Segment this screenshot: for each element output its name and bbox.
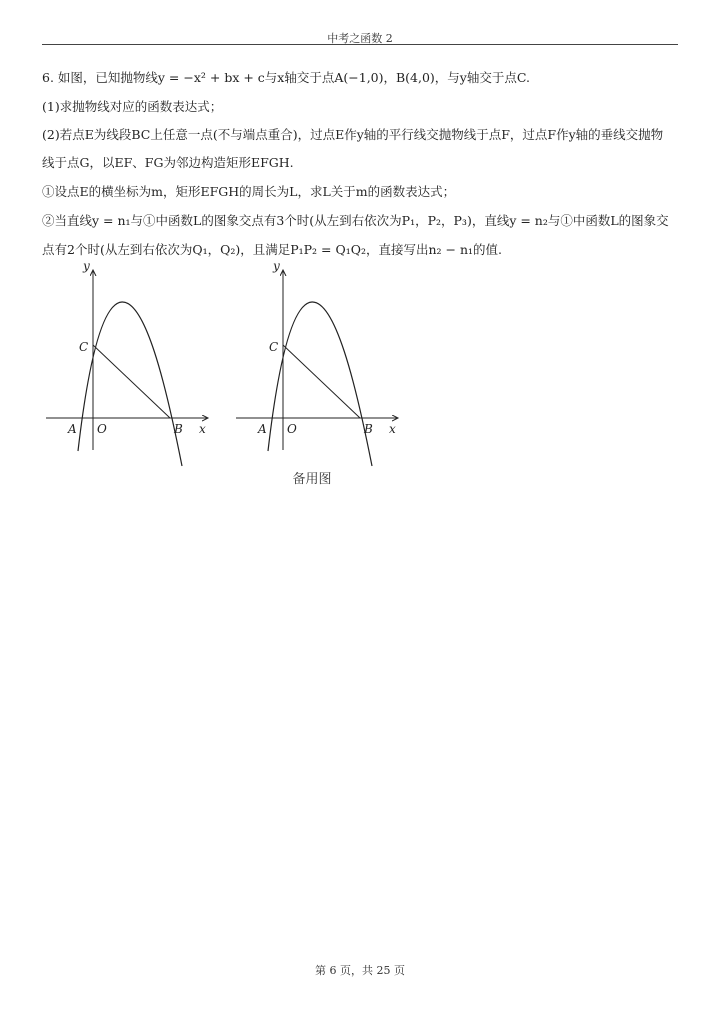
label-c: C xyxy=(269,340,279,354)
label-o: O xyxy=(287,422,297,436)
header-rule xyxy=(42,44,678,45)
parabola-curve xyxy=(78,302,182,466)
label-a: A xyxy=(68,422,77,436)
question-line-1: 6. 如图，已知抛物线y = −x² + bx + c与x轴交于点A(−1,0)，B(4,0)，与y轴交于点C. xyxy=(42,70,530,85)
question-line-3: (2)若点E为线段BC上任意一点(不与端点重合)，过点E作y轴的平行线交抛物线于点F，过点F作y轴的垂线交抛物 xyxy=(42,127,664,142)
figure-main xyxy=(40,255,220,474)
segment-bc xyxy=(93,345,170,418)
label-b: B xyxy=(174,422,183,436)
page-footer: 第 6 页，共 25 页 xyxy=(315,964,405,977)
question-line-4: 线于点G，以EF、FG为邻边构造矩形EFGH. xyxy=(42,155,294,170)
header-title: 中考之函数 2 xyxy=(327,32,393,45)
question-line-2: (1)求抛物线对应的函数表达式； xyxy=(42,99,223,114)
question-line-6: ②当直线y = n₁与①中函数L的图象交点有3个时(从左到右依次为P₁，P₂，P₃)，直线y = n₂与①中函数L的图象交 xyxy=(42,213,669,228)
label-y: y xyxy=(83,259,90,273)
parabola-curve xyxy=(268,302,372,466)
label-c: C xyxy=(79,340,89,354)
question-line-5: ①设点E的横坐标为m，矩形EFGH的周长为L，求L关于m的函数表达式； xyxy=(42,184,456,199)
label-o: O xyxy=(97,422,107,436)
label-x: x xyxy=(389,422,396,436)
figure-spare-svg xyxy=(230,255,410,470)
label-x: x xyxy=(199,422,206,436)
label-a: A xyxy=(258,422,267,436)
label-y: y xyxy=(273,259,280,273)
figure-spare xyxy=(230,255,410,474)
figure-main-svg xyxy=(40,255,220,470)
label-b: B xyxy=(364,422,373,436)
question-line-7: 点有2个时(从左到右依次为Q₁，Q₂)，且满足P₁P₂ = Q₁Q₂，直接写出n₂ − n₁的值. xyxy=(42,242,503,257)
segment-bc xyxy=(283,345,360,418)
spare-figure-caption: 备用图 xyxy=(292,472,332,487)
